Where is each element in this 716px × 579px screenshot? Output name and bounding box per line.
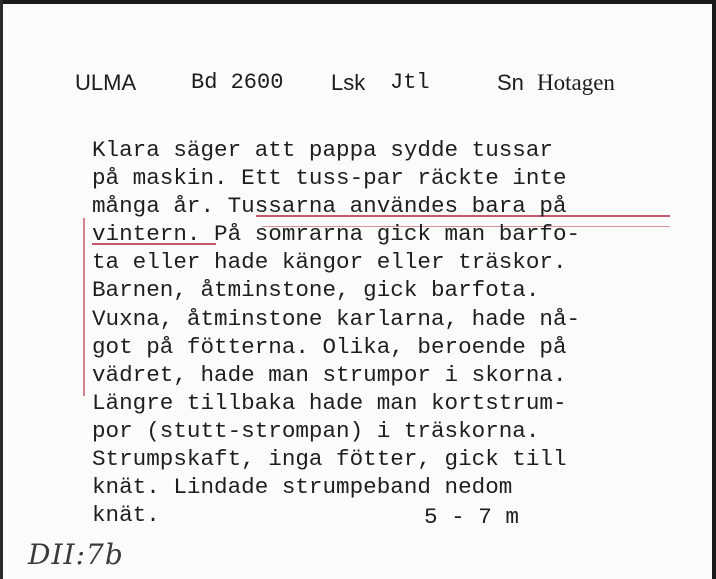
text-line: Klara säger att pappa sydde tussar (92, 137, 553, 163)
text-line: ta eller hade kängor eller träskor. (92, 249, 567, 276)
text-line: por (stutt-strompan) i träskorna. (92, 417, 540, 444)
page-range: 5 - 7 m (424, 504, 519, 530)
handwritten-classification: DII:7b (28, 538, 124, 571)
archive-code: ULMA (75, 70, 137, 95)
district-label: Lsk (331, 70, 366, 95)
card-header (0, 70, 716, 104)
volume-number: Bd 2600 (191, 70, 284, 95)
text-line: knät. Lindade strumpeband nedom (92, 474, 513, 501)
card-body (92, 136, 692, 529)
margin-mark (83, 218, 85, 396)
text-line: got på fötterna. Olika, beroende på (92, 333, 567, 360)
text-line: vintern. På somrarna gick man barfo- (92, 221, 581, 248)
district-value: Jtl (390, 70, 430, 95)
text-line: Längre tillbaka hade man kortstrum- (92, 389, 567, 416)
text-line: vädret, hade man strumpor i skorna. (92, 361, 567, 388)
text-line: knät. (92, 502, 160, 529)
parish-label: Sn (497, 70, 524, 95)
parish-name: Hotagen (537, 70, 615, 95)
text-line: Strumpskaft, inga fötter, gick till (92, 446, 567, 473)
text-line: många år. Tussarna användes bara på (92, 193, 567, 220)
text-line: Vuxna, åtminstone karlarna, hade nå- (92, 305, 581, 332)
text-line: Barnen, åtminstone, gick barfota. (92, 277, 540, 304)
text-line: på maskin. Ett tuss-par räckte inte (92, 165, 567, 192)
card-top-edge (0, 0, 716, 4)
